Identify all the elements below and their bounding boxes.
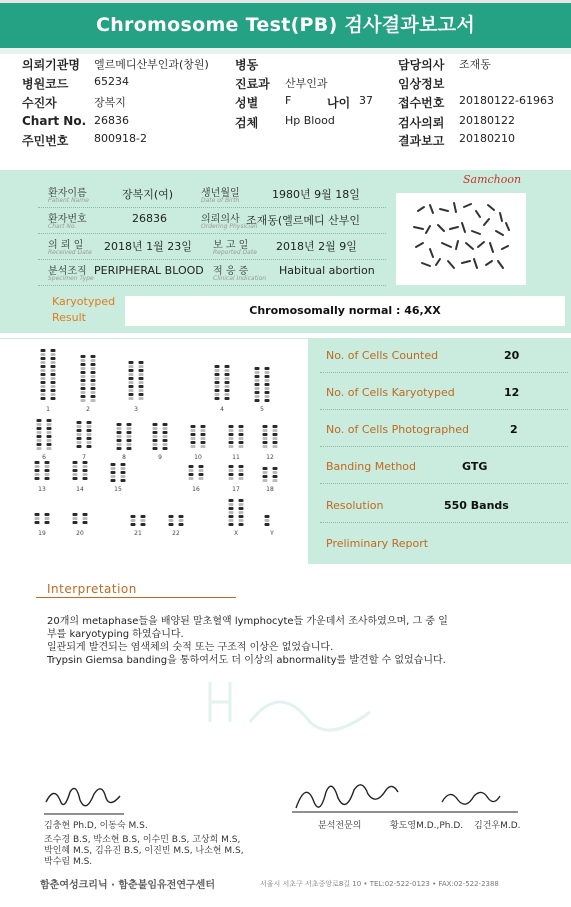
request-label: 검사의뢰 xyxy=(398,116,445,130)
chromosome-number-label: 7 xyxy=(82,454,86,461)
chromosome-number-label: 5 xyxy=(260,406,264,413)
clinical-info-label: 임상정보 xyxy=(398,77,445,91)
card-row xyxy=(38,208,386,234)
received-date-label: 의 뢰 일 xyxy=(48,240,84,251)
indication-sublabel: Clinical Indication xyxy=(213,275,267,282)
watermark-logo xyxy=(190,672,390,742)
chromosome-pair xyxy=(73,513,88,524)
patient-no-label: 환자번호 xyxy=(48,214,87,225)
interpretation-line: 일관되게 발견되는 염색체의 숫적 또는 구조적 이상은 없었습니다. xyxy=(47,642,334,653)
chromosome-pair xyxy=(117,423,132,450)
chromosome-number-label: 6 xyxy=(42,454,46,461)
stat-row xyxy=(320,527,568,561)
hospital-code-label: 병원코드 xyxy=(22,77,69,91)
chromosome-number-label: 18 xyxy=(266,486,274,493)
chromosome-number-label: Y xyxy=(270,530,274,537)
report-footer xyxy=(40,874,560,894)
resident-label: 주민번호 xyxy=(22,134,69,148)
cells-photographed-value: 2 xyxy=(510,423,518,436)
karyotyped-label-line2: Result xyxy=(52,311,86,324)
chromosome-number-label: 9 xyxy=(158,454,162,461)
ward-label: 병동 xyxy=(235,58,259,72)
age-value: 37 xyxy=(359,94,373,107)
report-label: 결과보고 xyxy=(398,134,445,148)
interpretation-underline xyxy=(36,597,236,598)
chromosome-pair xyxy=(169,515,184,526)
chromosome-number-label: 16 xyxy=(192,486,200,493)
chromosome-pair xyxy=(263,425,278,448)
interpretation-line: 20개의 metaphase들을 배양된 말초혈액 lymphocyte들 가운데서 조사하였으며, 그 중 일 xyxy=(47,616,448,627)
chromosome-number-label: 1 xyxy=(46,406,50,413)
institution-value: 엘르메디산부인과(창원) xyxy=(94,58,209,71)
chromosome-pair xyxy=(131,515,146,526)
doctor-value: 조재동 xyxy=(459,58,491,71)
request-value: 20180122 xyxy=(459,114,515,127)
chart-value: 26836 xyxy=(94,114,129,127)
dob-value: 1980년 9월 18일 xyxy=(272,188,360,201)
department-label: 진료과 xyxy=(235,77,270,91)
patient-info-card xyxy=(38,176,386,290)
metaphase-spread-image xyxy=(396,193,526,285)
patient-no-value: 26836 xyxy=(132,212,167,225)
card-row xyxy=(38,234,386,260)
chromosome-pair xyxy=(265,515,270,526)
karyogram-area xyxy=(0,338,308,564)
card-row xyxy=(38,260,386,286)
clinic-name: 함춘여성크리닉 · 함춘불임유전연구센터 xyxy=(40,880,215,891)
indication-label: 적 응 증 xyxy=(213,266,249,277)
reported-date-sublabel: Reported Date xyxy=(213,249,257,256)
chromosome-number-label: 8 xyxy=(122,454,126,461)
chromosome-number-label: 15 xyxy=(114,486,122,493)
analysis-specialist-name: 김건우M.D. xyxy=(474,821,521,831)
chromosome-pair xyxy=(35,513,50,524)
header-row xyxy=(22,94,562,111)
chromosome-pair xyxy=(77,421,92,448)
chromosome-number-label: 21 xyxy=(134,530,142,537)
stat-row xyxy=(320,489,568,523)
cells-counted-value: 20 xyxy=(504,349,520,362)
cells-photographed-label: No. of Cells Photographed xyxy=(326,423,469,436)
chromosome-pair xyxy=(255,367,270,402)
age-label: 나이 xyxy=(327,96,351,110)
right-signatures xyxy=(292,778,522,822)
patient-label: 수진자 xyxy=(22,96,57,110)
chromosome-pair xyxy=(111,463,126,482)
header-row xyxy=(22,114,562,131)
chromosome-pair xyxy=(41,349,56,400)
chromosome-number-label: 10 xyxy=(194,454,202,461)
chromosome-pair xyxy=(189,465,204,480)
chromosome-number-label: 12 xyxy=(266,454,274,461)
chromosome-number-label: X xyxy=(233,530,239,537)
chromosome-number-label: 3 xyxy=(134,406,138,413)
chart-label: Chart No. xyxy=(22,114,87,128)
banding-method-value: GTG xyxy=(462,460,488,473)
card-row xyxy=(38,182,386,208)
chromosome-pair xyxy=(73,461,88,480)
lab-logo: Samchoon xyxy=(463,173,522,186)
left-signature xyxy=(40,780,130,820)
chromosome-pair xyxy=(229,499,244,526)
staff-names-line: 박수림 M.S. xyxy=(44,857,93,867)
header-row xyxy=(22,132,562,149)
ordering-physician-sublabel: Ordering Physician xyxy=(201,223,258,230)
chromosome-pair xyxy=(129,361,144,400)
sex-label: 성별 xyxy=(235,96,259,110)
chromosome-pair xyxy=(37,419,52,450)
patient-name-label: 환자이름 xyxy=(48,188,87,199)
chromosome-number-label: 4 xyxy=(220,406,224,413)
dob-sublabel: Date of Birth xyxy=(201,197,240,204)
chromosome-pair xyxy=(35,461,50,480)
cells-karyotyped-label: No. of Cells Karyotyped xyxy=(326,386,455,399)
report-header xyxy=(22,54,562,154)
chromosome-pair xyxy=(263,467,278,482)
header-row xyxy=(22,56,562,73)
report-title-bar xyxy=(0,0,571,54)
clinic-address: 서울시 서초구 서초중앙로8길 10 • TEL:02-522-0123 • FAX:02-522-2388 xyxy=(260,880,499,888)
chromosome-pair xyxy=(191,425,206,448)
staff-names-line: 박인혜 M.S, 김유진 B.S, 이진빈 M.S, 나소현 M.S, xyxy=(44,846,244,856)
reported-date-value: 2018년 2월 9일 xyxy=(276,240,357,253)
stat-row xyxy=(320,450,568,484)
chromosome-number-label: 11 xyxy=(232,454,240,461)
dob-label: 생년월일 xyxy=(201,188,240,199)
stat-row xyxy=(320,339,568,373)
doctor-label: 담당의사 xyxy=(398,58,445,72)
received-date-sublabel: Received Date xyxy=(48,249,92,256)
institution-label: 의뢰기관명 xyxy=(22,58,80,72)
specimen-type-value: PERIPHERAL BLOOD xyxy=(94,264,204,277)
chromosome-number-label: 20 xyxy=(76,530,84,537)
analysis-specialist-label: 분석전문의 xyxy=(318,821,362,831)
report-title: Chromosome Test(PB) 검사결과보고서 xyxy=(95,14,476,36)
patient-no-sublabel: Chart No. xyxy=(48,223,77,230)
specimen-value: Hp Blood xyxy=(285,114,335,127)
preliminary-report-label: Preliminary Report xyxy=(326,537,429,550)
specimen-type-sublabel: Specimen Type xyxy=(48,275,94,282)
accession-label: 접수번호 xyxy=(398,96,445,110)
chromosome-number-label: 14 xyxy=(76,486,84,493)
chromosome-pair xyxy=(229,465,244,480)
patient-value: 장복지 xyxy=(94,96,126,109)
received-date-value: 2018년 1월 23일 xyxy=(104,240,192,253)
sex-value: F xyxy=(285,94,292,107)
karyogram-image xyxy=(0,339,308,565)
report-value: 20180210 xyxy=(459,132,515,145)
chromosome-pair xyxy=(215,365,230,400)
stat-row xyxy=(320,413,568,447)
stat-row xyxy=(320,376,568,410)
interpretation-line: 부를 karyotyping 하였습니다. xyxy=(47,629,184,640)
interpretation-line: Trypsin Giemsa banding을 통하여서도 더 이상의 abnormality를 발견할 수 없었습니다. xyxy=(47,655,446,666)
resident-value: 800918-2 xyxy=(94,132,147,145)
staff-names-line: 조수경 B.S, 박소현 B.S, 이수민 B.S, 고상희 M.S, xyxy=(44,835,241,845)
resolution-value: 550 Bands xyxy=(444,499,509,512)
ordering-physician-value: 조재동(엘르메디 산부인 xyxy=(246,214,361,227)
cells-counted-label: No. of Cells Counted xyxy=(326,349,439,362)
resolution-label: Resolution xyxy=(326,499,384,512)
accession-value: 20180122-61963 xyxy=(459,94,554,107)
chromosome-number-label: 13 xyxy=(38,486,46,493)
chromosome-number-label: 22 xyxy=(172,530,180,537)
specimen-type-label: 분석조직 xyxy=(48,266,87,277)
karyotype-result-box xyxy=(125,296,565,326)
ordering-physician-label: 의뢰의사 xyxy=(201,214,240,225)
hospital-code-value: 65234 xyxy=(94,75,129,88)
department-value: 산부인과 xyxy=(285,77,328,90)
patient-name-sublabel: Patient Name xyxy=(48,197,89,204)
left-signatory-names: 김충현 Ph.D, 이동숙 M.S. xyxy=(44,821,148,831)
cells-karyotyped-value: 12 xyxy=(504,386,520,399)
header-row xyxy=(22,75,562,92)
analysis-specialist-name: 황도영M.D.,Ph.D. xyxy=(390,821,464,831)
karyotype-result: Chromosomally normal : 46,XX xyxy=(249,304,441,317)
chromosome-pair xyxy=(229,425,244,448)
reported-date-label: 보 고 일 xyxy=(213,240,249,251)
specimen-label: 검체 xyxy=(235,116,259,130)
chromosome-number-label: 19 xyxy=(38,530,46,537)
karyotyped-label-line1: Karyotyped xyxy=(52,295,116,308)
interpretation-title: Interpretation xyxy=(47,582,137,596)
indication-value: Habitual abortion xyxy=(279,264,375,277)
karyotyped-result-label xyxy=(52,294,115,326)
chromosome-number-label: 2 xyxy=(86,406,90,413)
banding-method-label: Banding Method xyxy=(326,460,417,473)
chromosome-pair xyxy=(153,423,168,450)
patient-name-value: 장복지(여) xyxy=(122,188,174,201)
chromosome-pair xyxy=(81,355,96,402)
chromosome-number-label: 17 xyxy=(232,486,240,493)
